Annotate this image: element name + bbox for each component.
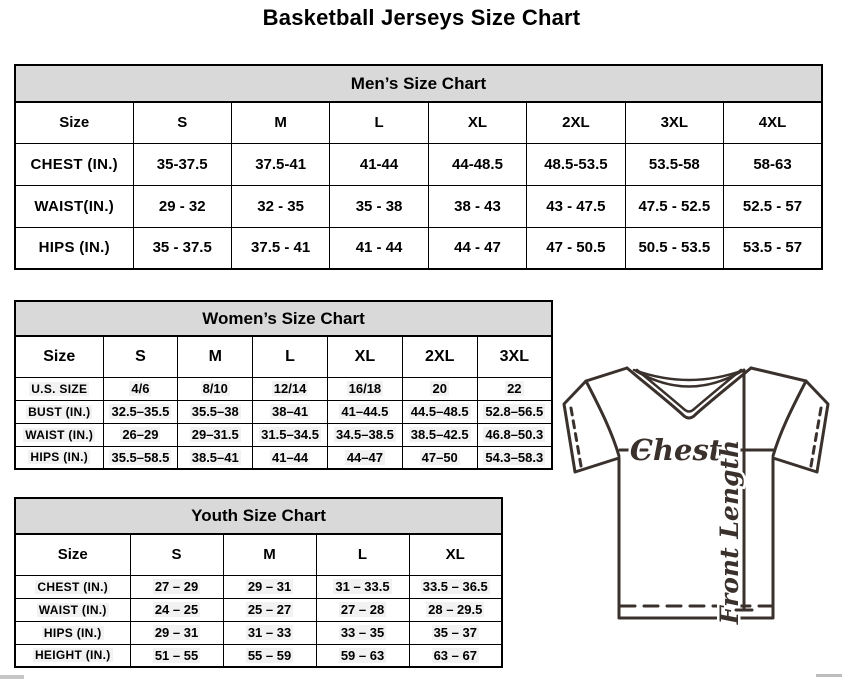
youth-size-chart-title: Youth Size Chart — [14, 497, 503, 533]
measurement-label: U.S. SIZE — [15, 377, 103, 400]
measurement-label: HEIGHT (IN.) — [15, 644, 130, 667]
measurement-label: CHEST (IN.) — [15, 575, 130, 598]
size-header-row — [15, 534, 502, 575]
size-column-header: L — [253, 336, 328, 377]
measurement-value-cell: 44.5–48.5 — [402, 400, 477, 423]
measurement-label: CHEST (IN.) — [15, 143, 133, 185]
measurement-value-cell: 27 – 29 — [130, 575, 223, 598]
measurement-value-cell: 24 – 25 — [130, 598, 223, 621]
measurement-value-cell: 59 – 63 — [316, 644, 409, 667]
size-label-header: Size — [15, 534, 130, 575]
measurement-value-cell: 29 – 31 — [130, 621, 223, 644]
size-column-header: M — [223, 534, 316, 575]
measurement-value-cell: 50.5 - 53.5 — [625, 227, 723, 269]
measurement-value-cell: 31 – 33.5 — [316, 575, 409, 598]
measurement-value-cell: 58-63 — [724, 143, 822, 185]
womens-size-chart-section — [14, 300, 553, 470]
size-column-header: XL — [327, 336, 402, 377]
measurement-value-cell: 46.8–50.3 — [477, 423, 552, 446]
measurement-value-cell: 20 — [402, 377, 477, 400]
measurement-value-cell: 33 – 35 — [316, 621, 409, 644]
chest-label: Chest — [629, 433, 723, 467]
measurement-value-cell: 43 - 47.5 — [527, 185, 625, 227]
measurement-value-cell: 52.5 - 57 — [724, 185, 822, 227]
measurement-value-cell: 35 – 37 — [409, 621, 502, 644]
horizontal-scrollbar-fragment-left[interactable] — [0, 675, 24, 679]
womens-size-table — [14, 335, 553, 470]
measurement-value-cell: 32.5–35.5 — [103, 400, 178, 423]
measurement-value-cell: 55 – 59 — [223, 644, 316, 667]
page-title: Basketball Jerseys Size Chart — [262, 5, 581, 30]
measurement-value-cell: 25 – 27 — [223, 598, 316, 621]
jersey-outline — [564, 368, 828, 618]
measurement-row — [15, 400, 552, 423]
measurement-value-cell: 12/14 — [253, 377, 328, 400]
size-column-header: 3XL — [477, 336, 552, 377]
measurement-value-cell: 4/6 — [103, 377, 178, 400]
size-header-row — [15, 102, 822, 143]
measurement-value-cell: 41–44 — [253, 446, 328, 469]
measurement-value-cell: 53.5 - 57 — [724, 227, 822, 269]
mens-size-table — [14, 101, 823, 270]
left-sleeve-seam — [586, 381, 619, 456]
measurement-value-cell: 37.5 - 41 — [231, 227, 329, 269]
size-column-header: S — [103, 336, 178, 377]
size-column-header: XL — [428, 102, 526, 143]
womens-size-chart-title: Women’s Size Chart — [14, 300, 553, 335]
measurement-value-cell: 16/18 — [327, 377, 402, 400]
measurement-value-cell: 31.5–34.5 — [253, 423, 328, 446]
measurement-value-cell: 35.5–38 — [178, 400, 253, 423]
measurement-value-cell: 29–31.5 — [178, 423, 253, 446]
size-column-header: S — [130, 534, 223, 575]
youth-size-chart-section — [14, 497, 503, 668]
size-column-header: 3XL — [625, 102, 723, 143]
size-column-header: L — [316, 534, 409, 575]
vertical-scrollbar-fragment-right[interactable] — [816, 674, 842, 677]
measurement-value-cell: 47–50 — [402, 446, 477, 469]
measurement-value-cell: 32 - 35 — [231, 185, 329, 227]
measurement-value-cell: 35-37.5 — [133, 143, 231, 185]
youth-size-table — [14, 533, 503, 668]
measurement-row — [15, 644, 502, 667]
measurement-value-cell: 48.5-53.5 — [527, 143, 625, 185]
measurement-value-cell: 41 - 44 — [330, 227, 428, 269]
measurement-value-cell: 41-44 — [330, 143, 428, 185]
measurement-value-cell: 8/10 — [178, 377, 253, 400]
measurement-value-cell: 33.5 – 36.5 — [409, 575, 502, 598]
measurement-value-cell: 37.5-41 — [231, 143, 329, 185]
size-column-header: 2XL — [402, 336, 477, 377]
measurement-value-cell: 34.5–38.5 — [327, 423, 402, 446]
measurement-value-cell: 47.5 - 52.5 — [625, 185, 723, 227]
jersey-measurement-diagram — [556, 360, 842, 628]
measurement-value-cell: 44 - 47 — [428, 227, 526, 269]
measurement-value-cell: 35 - 37.5 — [133, 227, 231, 269]
measurement-value-cell: 26–29 — [103, 423, 178, 446]
measurement-row — [15, 185, 822, 227]
size-label-header: Size — [15, 336, 103, 377]
measurement-row — [15, 227, 822, 269]
size-column-header: M — [231, 102, 329, 143]
measurement-value-cell: 38.5–42.5 — [402, 423, 477, 446]
measurement-row — [15, 446, 552, 469]
size-column-header: L — [330, 102, 428, 143]
measurement-label: HIPS (IN.) — [15, 621, 130, 644]
measurement-row — [15, 621, 502, 644]
size-column-header: S — [133, 102, 231, 143]
measurement-value-cell: 31 – 33 — [223, 621, 316, 644]
measurement-label: WAIST(IN.) — [15, 185, 133, 227]
measurement-value-cell: 29 – 31 — [223, 575, 316, 598]
right-sleeve-seam — [773, 381, 806, 456]
measurement-value-cell: 51 – 55 — [130, 644, 223, 667]
measurement-value-cell: 28 – 29.5 — [409, 598, 502, 621]
measurement-row — [15, 575, 502, 598]
measurement-row — [15, 423, 552, 446]
measurement-value-cell: 53.5-58 — [625, 143, 723, 185]
measurement-value-cell: 27 – 28 — [316, 598, 409, 621]
measurement-value-cell: 52.8–56.5 — [477, 400, 552, 423]
measurement-value-cell: 22 — [477, 377, 552, 400]
measurement-value-cell: 41–44.5 — [327, 400, 402, 423]
measurement-label: WAIST (IN.) — [15, 598, 130, 621]
measurement-value-cell: 44-48.5 — [428, 143, 526, 185]
size-column-header: 4XL — [724, 102, 822, 143]
measurement-value-cell: 44–47 — [327, 446, 402, 469]
measurement-value-cell: 38.5–41 — [178, 446, 253, 469]
measurement-row — [15, 598, 502, 621]
measurement-label: HIPS (IN.) — [15, 446, 103, 469]
measurement-value-cell: 29 - 32 — [133, 185, 231, 227]
mens-size-chart-section — [14, 64, 823, 270]
mens-size-chart-title: Men’s Size Chart — [14, 64, 823, 101]
size-label-header: Size — [15, 102, 133, 143]
measurement-value-cell: 35 - 38 — [330, 185, 428, 227]
measurement-label: BUST (IN.) — [15, 400, 103, 423]
measurement-value-cell: 63 – 67 — [409, 644, 502, 667]
measurement-value-cell: 54.3–58.3 — [477, 446, 552, 469]
measurement-row — [15, 377, 552, 400]
measurement-value-cell: 38 - 43 — [428, 185, 526, 227]
measurement-value-cell: 38–41 — [253, 400, 328, 423]
size-header-row — [15, 336, 552, 377]
measurement-label: WAIST (IN.) — [15, 423, 103, 446]
size-column-header: M — [178, 336, 253, 377]
size-column-header: 2XL — [527, 102, 625, 143]
size-column-header: XL — [409, 534, 502, 575]
measurement-value-cell: 35.5–58.5 — [103, 446, 178, 469]
measurement-row — [15, 143, 822, 185]
measurement-label: HIPS (IN.) — [15, 227, 133, 269]
measurement-value-cell: 47 - 50.5 — [527, 227, 625, 269]
front-length-label: Front Length — [715, 439, 744, 625]
